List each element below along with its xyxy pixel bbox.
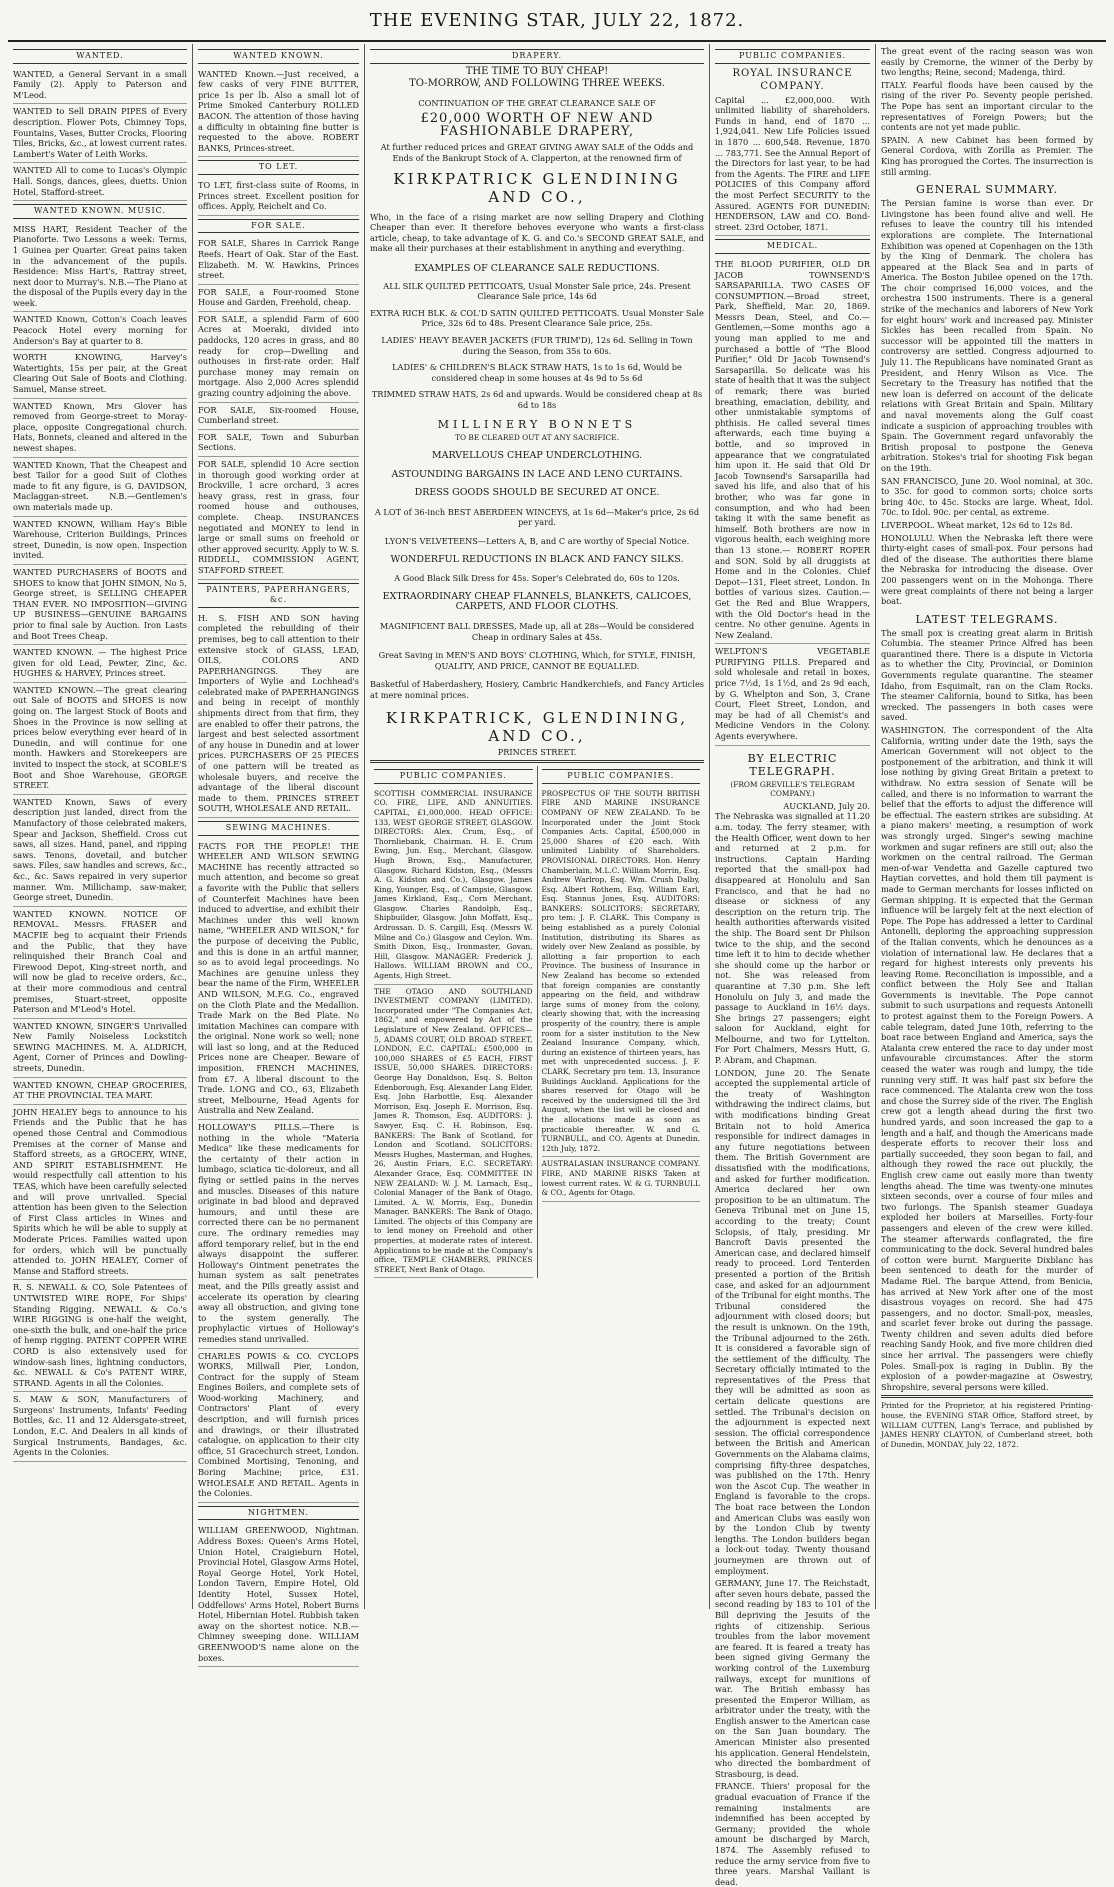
classified-ad [198, 457, 359, 580]
classified-ad [198, 403, 359, 430]
ad-text: FACTS FOR THE PEOPLE! THE WHEELER AND WILSON SEWING MACHINE has recently attracted so much attention, and become so great a favorite with the Public that sellers of Counterfeit Machines have been induced to advertise, and exhibit their Machines under this well known name, "WHEELER AND WILSON," for the purpose of deceiving the Public, and this is done in an artful manner, so as to avoid legal proceedings. No Machines are genuine unless they bear the name of the Firm, WHEELER AND WILSON, M.F.G. Co., engraved on the Cloth Plate and the Medallion. Trade Mark on the Bed Plate. No imitation Machines can compare with the original. None work so well; none will last so long, and at the Reduced Prices none are Cheaper. Beware of imposition. FRENCH MACHINES, from £7. A liberal discount to the Trade. LONG and CO., 63, Elizabeth street, Melbourne, Head Agents for Australia and New Zealand. [198, 840, 359, 1116]
drapery-line: THE TIME TO BUY CHEAP! [465, 65, 609, 77]
classified-ad [198, 285, 359, 312]
news-paragraph: ITALY. Fearful floods have been caused by the rising of the river Po. Seventy people perished. The Pope has sent an important circular to the representatives of Foreign Powers; but the contents are not yet made public. [881, 79, 1093, 133]
classified-ad [13, 1105, 187, 1281]
company-ad [715, 93, 870, 237]
classified-ad [13, 645, 187, 683]
ad-text: R. S. NEWALL & CO, Sole Patentees of UNTWISTED WIRE ROPE, For Ships' Standing Rigging. NEWALL & Co.'s WIRE RIGGING is one-half the weight, one-sixth the bulk, and one-half the price of hemp rigging. PATENT COPPER WIRE CORD is also extensively used for window-sash lines, lightning conductors, &c. NEWALL & Co's PATENT WIRE, STRAND. Agents in all the Colonies. [13, 1282, 187, 1388]
news-paragraph: FRANCE. Thiers' proposal for the gradual evacuation of France if the remaining instalments are indemnified has been accepted by Germany; provided the whole amount be discharged by March, 1874. The Assembly refused to reduce the army service from five to three years. Marshal Vaillant is dead. [715, 1781, 870, 1887]
ad-text: WANTED KNOWN, CHEAP GROCERIES, AT THE PROVINCIAL TEA MART. [13, 1079, 187, 1101]
section-heading-public-companies: PUBLIC COMPANIES. [542, 769, 701, 784]
ad-text: WANTED KNOWN.—The great clearing out Sale of BOOTS and SHOES is now going on. The largest Stock of Boots and Shoes in the Province is now selling at prices below everything ever heard of in Dunedin, and will continue for one month. Hawkers and Storekeepers are invited to inspect the stock, at SCOBLE'S Boot and Shoe Warehouse, GEORGE STREET. [13, 684, 187, 791]
classified-ad [198, 1120, 359, 1348]
news-paragraph: LIVERPOOL. Wheat market, 12s 6d to 12s 8d. [881, 519, 1073, 530]
classified-ad [198, 1349, 359, 1503]
ad-text: H. S. FISH AND SON having completed the rebuilding of their premises, beg to call attention to their extensive stock of GLASS, LEAD, OILS, COLORS AND PAPERHANGINGS. They are Importers of Wylie and Lochhead's celebrated make of PAPERHANGINGS and being in receipt of monthly shipments direct from that firm, they are enabled to offer their patrons, the largest and best selected assortment of any house in Dunedin and at lower prices. PURCHASERS OF 25 PIECES of one pattern will be treated as wholesale buyers, and receive the advantage of the liberal discount made to them. PRINCES STREET SOUTH, WHOLESALE AND RETAIL. [198, 612, 359, 814]
classified-ad [13, 1280, 187, 1392]
divider [370, 760, 704, 763]
section-heading-wanted-known: WANTED KNOWN. [198, 49, 359, 64]
section-heading-sewing: SEWING MACHINES. [198, 821, 359, 836]
classified-ad [13, 683, 187, 795]
column-news [876, 44, 1098, 1609]
sale-line: Great Saving in MEN'S AND BOYS' CLOTHING, Which, for STYLE, FINISH, QUALITY, AND PRICE, CANNOT BE EQUALLED. [378, 650, 696, 671]
firm-name: KIRKPATRICK GLENDINING AND CO., [393, 169, 681, 206]
sale-item: ALL SILK QUILTED PETTICOATS, Usual Monster Sale price, 24s. Present Clearance Sale price, 14s 6d [383, 280, 691, 302]
ad-text: FOR SALE, Shares in Carrick Range Reefs. Heart of Oak. Star of the East. Elizabeth. M. W. Hawkins, Princes street. [198, 238, 359, 281]
section-heading-medical: MEDICAL. [715, 239, 870, 254]
classified-ad [13, 399, 187, 458]
company-ad [374, 787, 533, 985]
news-paragraph: LONDON, June 20. The Senate accepted the supplemental article of the treaty of Washington withdrawing the indirect claims, but with modifications binding Great Britain not to hold America responsible for indirect damages in any future negotiations between them. The British Government are dissatisfied with the modifications, and asked for further modification. America declared her own proposition to be an ultimatum. The Geneva Tribunal met on June 15, according to the treaty; Count Sclopsis, of Italy, presiding. Mr Bancroft Davis presented the American case, and declared himself ready to proceed. Lord Tenterden presented a portion of the British case, and asked for an adjournment of the Tribunal for eight months. The Tribunal considered the adjournment with closed doors; but the result is unknown. On the 19th, the Tribunal adjourned to the 26th. It is considered a favorable sign of the settlement of the difficulty. The Secretary officially intimated to the representatives of the Press that they will be admitted as soon as certain delicate questions are settled. The Tribunal's decision on the adjournment is expected next session. The official correspondence between the British and American Governments on the Alabama claims, comprising fifty-three despatches, was published on the 17th. Henry won the Ascot Cup. The weather in England is favorable to the crops. The boat race between the London and American Clubs was easily won by the London Club by twenty lengths. The London builders began a lock-out today. Twenty thousand journeymen are thrown out of employment. [715, 1067, 870, 1576]
company-ad [374, 985, 533, 1279]
sale-line: ASTOUNDING BARGAINS IN LACE AND LENO CURTAINS. [391, 468, 683, 480]
classified-ad [13, 907, 187, 1019]
ad-text: WANTED All to come to Lucas's Olympic Hall. Songs, dances, glees, duetts. Union Hotel, Stafford-street. [13, 165, 187, 197]
company-ad [542, 787, 701, 1158]
latest-telegrams-heading: LATEST TELEGRAMS. [915, 612, 1059, 626]
news-paragraph: HONOLULU. When the Nebraska left there were thirty-eight cases of small-pox. Four persons had died of the disease. The authorities there blame the Nebraska for introducing the disease. Over 200 passengers went on in the Mohonga. There were great complaints of there not being a larger boat. [881, 532, 1093, 607]
ad-text: FOR SALE, Town and Suburban Sections. [198, 431, 359, 453]
millinery-sub: TO BE CLEARED OUT AT ANY SACRIFICE. [455, 433, 619, 443]
ad-text: WANTED KNOWN, William Hay's Bible Warehouse, Criterion Buildings, Princes street, Dunedin, is now open. Inspection invited. [13, 518, 187, 561]
masthead-title: THE EVENING STAR, JULY 22, 1872. [369, 9, 745, 31]
classified-ad [13, 222, 187, 313]
sale-line: MARVELLOUS CHEAP UNDERCLOTHING. [431, 450, 643, 462]
ad-text: S. MAW & SON, Manufacturers of Surgeons' Instruments, Infants' Feeding Bottles, &c. 11 and 12 Aldersgate-street, London, E.C. And Dealers in all kinds of Surgical Instruments, Bandages, &c. Agents in the Colonies. [13, 1394, 187, 1458]
news-paragraph: WASHINGTON. The correspondent of the Alta California, writing under date the 19th, says the American Government will not object to the postponement of the arbitration, and think it will lose nothing by giving Great Britain a pretext to withdraw. No extra session of Senate will be called, and there is no information to warrant the belief that the efforts to adjust the difference will be effectual. The eastern strikes are subsiding. At a piano makers' meeting, a resumption of work was strongly urged. Singer's sewing machine workmen and sugar refiners are still out; also the workmen on the central railroad. The German men-of-war Vendetta and Gazelle captured two Haytian corvettes, and hold them till payment is made to German merchants for losses inflicted on German shipping. It is expected that the German influence will be largely felt at the next election of Pope. The Pope has addressed a letter to Cardinal Antonelli, deploring the approaching suppression of the Italian convents, which he denounces as a violation of international law. He declares that a regard for highest interests only prevents his leaving Rome. Reconciliation is impossible, and a conflict between the Holy See and Italian Governments is inevitable. The Pope cannot submit to such usurpations and requests Antonelli to protest against them to the Foreign Powers. A cable telegram, dated June 10th, referring to the boat race between England and America, says the Atalanta crew entered the race to day under most unfavourable circumstances. After the storm ceased the water was rough and lumpy, the tide running very stiff. It was half past six before the race commenced. The Atalanta crew won the toss and chose the Surrey side of the river. The English crew got a length ahead during the first two hundred yards, and soon increased the gap to a length and a half, and though the Americans made desperate efforts to recover their loss and partially succeeded, they soon began to fail, and although they rowed the race out pluckily, the English crew came out easily more than twenty lengths ahead. The time was twenty-one minutes sixteen seconds, over a course of four miles and two furlongs. The Spanish steamer Guadaya exploded her boilers at Marseilles. Forty-four passengers and eleven of the crew were killed. The steamer afterwards conflagrated, the fire communicating to the dock. Several hundred bales of cotton were burnt. Marguerite Dixblanc has been sentenced to death for the murder of Madame Riel. The barque Attend, from Benicia, has arrived at New York after one of the most disastrous voyages on record. She had 475 passengers, and no doctor. Small-pox, measles, and scarlet fever broke out during the passage. Twenty children and seven adults died before reaching Sandy Hook, and five more children died since her arrival. The passengers were chiefly Poles. Small-pox is raging in Dublin. By the explosion of a powder-magazine at Oswestry, Shropshire, several persons were killed. [881, 725, 1093, 1392]
ad-text: WANTED Known, That the Cheapest and best Tailor for a good Suit of Clothes made to fit any figure, is G. DAVIDSON, Maclaggan-street. N.B.—Gentlemen's own materials made up. [13, 459, 187, 512]
ad-text: JOHN HEALEY begs to announce to his Friends and the Public that he has opened those Central and Commodious Premises at the corner of Manse and Stafford streets, as a GROCERY, WINE, AND SPIRIT ESTABLISHMENT. He would respectfully call attention to his TEAS, which have been carefully selected and will prove unrivalled. Special attention has been given to the Selection of First Class articles in Wines and Spirits which he will be able to supply at Moderate Prices. Families waited upon for orders, which will be punctually attended to. JOHN HEALEY, Corner of Manse and Stafford streets. [13, 1106, 187, 1276]
ad-text: TO LET, first-class suite of Rooms, in Princes street. Excellent position for offices. Apply, Reichelt and Co. [198, 179, 359, 212]
classified-ad [13, 1019, 187, 1078]
section-heading-drapery: DRAPERY. [370, 49, 704, 64]
ad-text: THE BLOOD PURIFIER, OLD DR JACOB TOWNSEND'S SARSAPARILLA. TWO CASES OF CONSUMPTION.—Broad street, Park, Sheffield, Mar. 20, 1869. Messrs Dean, Steel, and Co.— Gentlemen,—Some months ago a young man applied to me and purchased a bottle of "The Blood Purifier," Old Dr Jacob Townsend's Sarsaparilla. So delicate was his state of health that it was the subject of remark; there was buried breathing, emaciation, debility, and other unmistakable symptoms of phthisis. He called several times afterwards, each time buying a bottle, and so improved in appearance that we congratulated him upon it. He said that Old Dr Jacob Townsend's Sarsaparilla had saved his life, and also that of his brother, who was far gone in consumption, and who had been taking it with the same benefit as himself. Both brothers are now in vigorous health, each weighing more than 13 stone.— ROBERT ROPER and SON. Sold by all druggists at Home and in the Colonies. Chief Depot—131, Fleet street, London. In bottles of various sizes. Caution.—Get the Red and Blue Wrappers, with the Old Doctor's head in the centre. No other genuine. Agents in New Zealand. [715, 258, 870, 640]
public-companies-right [538, 766, 705, 1278]
section-heading-to-let: TO LET. [198, 160, 359, 175]
sale-line: A Good Black Silk Dress for 45s. Soper's Celebrated do, 60s to 120s. [394, 573, 680, 584]
ad-text: WORTH KNOWING, Harvey's Watertights, 15s per pair, at the Great Clearing Out Sale of Boots and Clothing. Samuel, Manse street. [13, 352, 187, 395]
section-heading-for-sale: FOR SALE. [198, 219, 359, 234]
column-drapery [365, 44, 710, 1609]
ad-text: FOR SALE, Six-roomed House, Cumberland street. [198, 404, 359, 426]
news-paragraph: The small pox is creating great alarm in British Columbia. The steamer Prince Alfred has been quarantined there. There is a dispute in Victoria as to whether the City, Provincial, or Dominion Governments regulate quarantine. The steamer Idaho, from Esquimalt, ran on the Clam Rocks. The steamer California, bound to Sitka, has been wrecked. The passengers in both cases were saved. [881, 627, 1093, 723]
section-heading-public-companies: PUBLIC COMPANIES. [374, 769, 533, 784]
drapery-line: At further reduced prices and GREAT GIVING AWAY SALE of the Odds and Ends of the Bankrupt Stock of A. Clapperton, at the renowned firm of [380, 142, 694, 163]
sale-item: LADIES' & CHILDREN'S BLACK STRAW HATS, 1s to 1s 6d, Would be considered cheap in some houses at 4s 9d to 5s 6d [392, 362, 682, 383]
sale-line: MAGNIFICENT BALL DRESSES, Made up, all at 28s—Would be considered Cheap in ordinary Sales at 45s. [379, 621, 695, 642]
classified-ad [198, 312, 359, 403]
ad-text: WANTED PURCHASERS of BOOTS and SHOES to know that JOHN SIMON, No 5, George street, is SELLING CHEAPER THAN EVER. NO IMPOSITION—GIVING UP BUSINESS—GENUINE BARGAINS prior to final sale by Auction. Iron Lasts and Boot Trees Cheap. [13, 566, 187, 641]
dateline: AUCKLAND, July 20. [783, 800, 870, 811]
ad-text: FOR SALE, a splendid Farm of 600 Acres at Moeraki, divided into paddocks, 120 acres in grass, and 80 ready for crop—Dwelling and outhouses in first-rate order. Half purchase money may remain on mortgage. Also 2,000 Acres splendid grazing country adjoining the above. [198, 313, 359, 399]
section-heading-nightmen: NIGHTMEN. [198, 1506, 359, 1521]
ad-text: WANTED KNOWN. NOTICE OF REMOVAL. Messrs. FRASER and MACFIE beg to acquaint their Friends and the Public, that they have relinquished their Branch Coal and Firewood Depot, King-street north, and will now be glad to receive orders, &c., at their more commodious and central premises, Stuart-street, opposite Paterson and M'Leod's Hotel. [13, 908, 187, 1015]
classified-ad [13, 565, 187, 645]
section-heading-music: WANTED KNOWN. MUSIC. [13, 204, 187, 219]
news-paragraph: The Nebraska was signalled at 11.20 a.m. today. The ferry steamer, with the Health Officer, went down to her and returned at 2 p.m. for instructions. Captain Harding reported that the small-pox had disappeared at Honolulu and San Francisco, and that he had no disease or sickness of any description on the return trip. The health authorities afterwards visited the ship. The Board sent Dr Philson twice to the ship, and the second time left it to him to decide whether she should come up the harbor or not. She was released from quarantine at 7.30 p.m. She left Honolulu on July 3, and made the passage to Auckland in 16½ days. She brings 27 passengers; eight saloon for Auckland, eight for Melbourne, and two for Lyttelton. For Port Chalmers, Messrs Hutt, G. P. Abram, and Chapman. [715, 811, 870, 1066]
ad-text: WANTED KNOWN, SINGER'S Unrivalled New Family Noiseless Lockstitch SEWING MACHINES. M. A. ALDRICH, Agent, Corner of Princes and Dowling-streets, Dunedin. [13, 1020, 187, 1074]
classified-ad [198, 430, 359, 457]
classified-ad [13, 1078, 187, 1105]
ad-text: HOLLOWAY'S PILLS.—There is nothing in the whole "Materia Medica" like these medicaments for the certainty of their action in lumbago, sciatica tic-doloreux, and all flying or settled pains in the nerves and muscles. Diseases of this nature originate in bad blood and depraved humours, and until these are corrected there can be no permanent cure. The ordinary remedies may afford temporary relief, but in the end always disappoint the sufferer. Holloway's Ointment penetrates the human system as salt penetrates meat, and the Pills greatly assist and accelerate its operation by clearing away all obstruction, and giving tone to the system generally. The prophylactic virtues of Holloway's remedies stand unrivalled. [198, 1122, 359, 1344]
ad-text: WANTED Known, Mrs Glover has removed from George-street to Moray-place, opposite Congregational church. Hats, Bonnets, cleaned and altered in the newest shapes. [13, 400, 187, 453]
sale-line: A LOT of 36-inch BEST ABERDEEN WINCEYS, at 1s 6d—Maker's price, 2s 6d per yard. [374, 506, 700, 528]
telegraph-source: (FROM GREVILLE'S TELEGRAM COMPANY.) [730, 779, 855, 799]
newspaper-columns [8, 44, 1106, 1887]
classified-ad [198, 236, 359, 284]
section-heading-wanted: WANTED. [13, 49, 187, 64]
firm-address: PRINCES STREET. [497, 746, 577, 757]
classified-ad [198, 178, 359, 216]
sale-line: WONDERFUL REDUCTIONS IN BLACK AND FANCY SILKS. [390, 553, 684, 565]
column-wanted [8, 44, 193, 1609]
royal-heading: ROYAL INSURANCE COMPANY. [732, 67, 853, 92]
company-ad [542, 1157, 701, 1201]
ad-text: WILLIAM GREENWOOD, Nightman. Address Boxes: Queen's Arms Hotel, Union Hotel, Craigieburn Hotel, Provincial Hotel, Glasgow Arms Hotel, Royal George Hotel, York Hotel, London Tavern, Empire Hotel, Old Identity Hotel, Sussex Hotel, Oddfellows' Arms Hotel, Robert Burns Hotel, Hibernian Hotel. Rubbish taken away on the shortest notice. N.B.—Chimney sweeping done. WILLIAM GREENWOOD'S name alone on the boxes. [198, 1525, 359, 1663]
ad-text: WANTED, a General Servant in a small Family (2). Apply to Paterson and M'Leod. [13, 68, 187, 100]
section-heading-public-companies: PUBLIC COMPANIES. [715, 49, 870, 64]
ad-text: MISS HART, Resident Teacher of the Pianoforte. Two Lessons a week: Terms, 1 Guinea per Quarter. Great pains taken in the advancement of the pupils. Residence: Miss Hart's, Rattray street, next door to Murray's. N.B.—The Piano at the disposal of the Pupils every day in the week. [13, 223, 187, 308]
drapery-line: TO-MORROW, AND FOLLOWING THREE WEEKS. [409, 78, 665, 90]
firm-name-footer: KIRKPATRICK, GLENDINING, AND CO., [385, 708, 689, 745]
sale-line: DRESS GOODS SHOULD BE SECURED AT ONCE. [414, 487, 660, 499]
ad-text: WANTED Known, Saws of every description just landed, direct from the Manufactory of those celebrated makers, Spear and Jackson, Sheffield. Cross cut saws, all sizes. Hand, panel, and ripping saws. Tenons, dovetail, and butcher saws. Files, saw handles and screws, &c., &c., &c. Saws repaired in very superior manner. Wm. Millichamp, saw-maker, George street, Dunedin. [13, 796, 187, 903]
ad-text: THE OTAGO AND SOUTHLAND INVESTMENT COMPANY (LIMITED). Incorporated under "The Companies Act, 1862," and empowered by Act of the Legislature of New Zealand. OFFICES—5, ADAMS COURT, OLD BROAD STREET, LONDON, E.C. CAPITAL: £500,000 in 100,000 SHARES of £5 EACH, FIRST ISSUE, 50,000 SHARES. DIRECTORS: George Hay Donaldson, Esq. S. Bolton Edenborough, Esq. Alexander Lang Elder, Esq. John Harbottle, Esq. Alexander Morrison, Esq. Joseph E. Morrison, Esq. James R. Thomson, Esq. AUDITORS: J. Sawyer, Esq. C. H. Robinson, Esq. BANKERS: The Bank of Scotland, for London and Scotland. SOLICITORS: Messrs Hughes, Masterman, and Hughes, 26, Austin Friars, E.C. SECRETARY: Alexander Grace, Esq. COMMITTEE IN NEW ZEALAND: W. J. M. Larnach, Esq., Colonial Manager of the Bank of Otago, Limited. A. W. Morris, Esq., Dunedin Manager. BANKERS: The Bank of Otago, Limited. The objects of this Company are to lend money on Freehold and other properties, at moderate rates of interest. Applications to be made at the Company's office, TEMPLE CHAMBERS, PRINCES STREET, Next Bank of Otago. [374, 986, 533, 1274]
ad-text: AUSTRALASIAN INSURANCE COMPANY. FIRE, AND MARINE RISKS Taken at lowest current rates. W. & G. TURNBULL & CO., Agents for Otago. [541, 1159, 700, 1198]
classified-ad [198, 1523, 359, 1667]
classified-ad [198, 611, 359, 818]
medical-ad [715, 644, 870, 745]
section-heading-painters: PAINTERS, PAPERHANGERS, &c. [198, 583, 359, 608]
general-summary-heading: GENERAL SUMMARY. [915, 183, 1059, 197]
news-paragraph: SAN FRANCISCO, June 20. Wool nominal, at 30c. to 35c. for good to common sorts; choice sorts bring 40c. to 45c. Stocks are large. Wheat, Idol. 70c. to Idol. 90c. per cental, as extreme. [881, 475, 1093, 518]
sale-line: Basketful of Haberdashery, Hosiery, Cambric Handkerchiefs, and Fancy Articles at mere nominal prices. [370, 679, 704, 700]
sale-item: TRIMMED STRAW HATS, 2s 6d and upwards. Would be considered cheap at 8s 6d to 18s [371, 389, 703, 410]
news-paragraph: The great event of the racing season was won easily by Cremorne, the winner of the Derby by two lengths; Reine, second; Madenga, third. [881, 46, 1093, 78]
sale-item: EXTRA RICH BLK. & COL'D SATIN QUILTED PETTICOATS. Usual Monster Sale Price, 32s 6d to 48s. Present Clearance Sale price, 25s. [370, 307, 704, 329]
telegraph-heading: BY ELECTRIC TELEGRAPH. [747, 751, 838, 778]
ad-text: WANTED KNOWN. — The highest Price given for old Lead, Pewter, Zinc, &c. HUGHES & HARVEY, Princes street. [13, 647, 187, 679]
column-misc [193, 44, 365, 1663]
sale-item: LADIES' HEAVY BEAVER JACKETS (FUR TRIM'D), 12s 6d. Selling in Town during the Season, from 35s to 60s. [381, 334, 693, 356]
ad-text: WANTED Known, Cotton's Coach leaves Peacock Hotel every morning for Anderson's Bay at quarter to 8. [13, 314, 187, 346]
ad-text: CHARLES POWIS & CO. CYCLOPS WORKS, Millwall Pier, London, Contract for the supply of Steam Engines Boilers, and complete sets of Wood-working Machinery, and Contractors' Plant of every description, and will furnish prices and drawings, or their illustrated catalogue, on application to their city office, 51 Gracechurch street, London. Combined Mortising, Tenoning, and Boring Machine; price, £31. WHOLESALE AND RETAIL. Agents in the Colonies. [198, 1350, 359, 1499]
divider [881, 1395, 1093, 1398]
public-companies-subcolumns [370, 766, 704, 1278]
masthead [8, 0, 1106, 42]
classified-ad [198, 67, 359, 158]
medical-ad [715, 257, 870, 644]
classified-ad [13, 1392, 187, 1462]
imprint: Printed for the Proprietor, at his registered Printing-house, the EVENING STAR Office, Stafford street, by WILLIAM CUTTEN, Lang's Terrace, and published by JAMES HENRY CLAYTON, of Cumberland street, both of Dunedin, MONDAY, July 22, 1872. [881, 1401, 1093, 1449]
classified-ad [13, 458, 187, 517]
public-companies-left [370, 766, 538, 1278]
sale-line: LYON'S VELVETEENS—Letters A, B, and C are worthy of Special Notice. [384, 536, 690, 547]
sale-line: EXTRAORDINARY CHEAP FLANNELS, BLANKETS, CALICOES, CARPETS, AND FLOOR CLOTHS. [382, 590, 692, 613]
news-paragraph: GERMANY, June 17. The Reichstadt, after seven hours debate, passed the second reading by 183 to 101 of the Bill depriving the Jesuits of the rights of citizenship. Serious troubles from the labor movement are feared. It is feared a treaty has been signed giving Germany the working control of the Luxemburg railways, except for munitions of war. The British embassy has presented the Emperor William, as arbitrator under the treaty, with the English answer to the American case on the San Juan boundary. The American Minister also presented his application. General Hendelstein, who directed the bombardment of Strasbourg, is dead. [715, 1578, 870, 1779]
drapery-paragraph: Who, in the face of a rising market are now selling Drapery and Clothing Cheaper than ever. It therefore behoves everyone who wants a first-class article, cheap, to take advantage of K. G. and Co.'s SECOND GREAT SALE, and make all their purchases at their establishment in anything and everything. [370, 211, 704, 254]
classified-ad [13, 67, 187, 105]
classified-ad [13, 163, 187, 201]
ad-text: WANTED to Sell DRAIN PIPES of Every description. Flower Pots, Chimney Tops, Fountains, Vases, Butter Crocks, Flooring Tiles, Bricks, &c., at lowest current rates. Lambert's Water of Leith Works. [13, 106, 187, 159]
ad-text: SCOTTISH COMMERCIAL INSURANCE CO. FIRE, LIFE, AND ANNUITIES. CAPITAL, £1,000,000. HEAD OFFICE: 133, WEST GEORGE STREET, GLASGOW. DIRECTORS: Alex. Crum, Esq., of Thornliebank, Chairman. H. E. Crum Ewing, Jun. Esq., Merchant, Glasgow. Hugh Brown, Esq., Manufacturer, Glasgow. Richard Kidston, Esq., (Messrs A. G. Kidston and Co.), Glasgow. James King, Younger, Esq., of Campsie, Glasgow. James Kirkland, Esq., Corn Merchant, Glasgow. Charles Randolph, Esq., Shipbuilder, Glasgow. John Moffatt, Esq., Ardrossan. D. S. Cargill, Esq. (Messrs W. Milne and Co.) Glasgow and Ceylon. Wm. Smith Dixon, Esq., Ironmaster, Govan, Hill, Glasgow. MANAGER: Frederick J. Hallows. WILLIAM BROWN and CO., Agents, High Street. [374, 788, 533, 981]
ad-text: FOR SALE, splendid 10 Acre section in thorough good working order at Brockville, 1 acre orchard, 3 acres heavy grass, rest in grass, four roomed house and outhouses, complete. Cheap. INSURANCES negotiated and MONEY to lend in large or small sums on freehold or other approved security. Apply to W. S. RIDDELL, COMMISSION AGENT, STAFFORD STREET. [198, 459, 360, 575]
classified-ad [13, 795, 187, 907]
classified-ad [13, 350, 187, 398]
drapery-headline: £20,000 WORTH OF NEW AND FASHIONABLE DRAPERY, [420, 111, 654, 140]
ad-text: FOR SALE, a Four-roomed Stone House and Garden, Freehold, cheap. [198, 286, 359, 308]
news-paragraph: SPAIN. A new Cabinet has been formed by General Cordova, with Zorilla as Premier. The King has prorogued the Cortes. The insurrection is still arming. [881, 134, 1093, 177]
ad-text: WANTED Known.—Just received, a few casks of very FINE BUTTER, price 1s per lb. Also a small lot of Prime Smoked Canterbury ROLLED BACON. The attention of those having a difficulty in obtaining fine butter is requested to the above. ROBERT BANKS, Princes-street. [198, 68, 359, 153]
ad-text: PROSPECTUS OF THE SOUTH BRITISH FIRE AND MARINE INSURANCE COMPANY OF NEW ZEALAND. To be Incorporated under the Joint Stock Companies Acts. Capital, £500,000 in 25,000 Shares of £20 each. With unlimited Liability of Shareholders. PROVISIONAL DIRECTORS. Hon. Henry Chamberlain, M.L.C. William Morrin, Esq. Andrew Warlrop, Esq. Wm. Crush Dalby, Esq. Albert Rothem, Esq. William Earl, Esq. Stannus Jones, Esq. AUDITORS: BANKERS: SOLICITORS: SECRETARY, pro tem: J. F. CLARK. This Company is being established as a purely Colonial Institution, distributing its Shares as widely over New Zealand as possible, by allotting a fair proportion to each Province. The business of Insurance in New Zealand has become so extended that foreign companies are constantly appearing on the field, and withdraw large sums of money from the colony, clearly showing that, with the increasing prosperity of the country, there is ample room for a sister institution to the New Zealand Insurance Company, which, during an existence of thirteen years, has met with unprecedented success. J. F. CLARK, Secretary pro tem. 13, Insurance Buildings Auckland. Applications for the shares reserved for Otago will be received by the undersigned till the 3rd August, when the list will be closed and the allocations made as soon as practicable thereafter. W. and G. TURNBULL, and CO. Agents at Dunedin. 12th July, 1872. [541, 788, 700, 1153]
ad-text: Capital ... £2,000,000. With unlimited liability of shareholders. Funds in hand, end of 1870 ... 1,924,041. New Life Policies issued in 1870 ... 600,548. Revenue, 1870 ... 783,771. See the Annual Report of the Directors for last year, to be had from the Agents. The FIRE and LIFE POLICIES of this Company afford the most Perfect SECURITY to the Assured. AGENTS FOR DUNEDIN: HENDERSON, LAW and CO. Bond-street. 23rd October, 1871. [715, 94, 870, 232]
classified-ad [13, 312, 187, 350]
news-paragraph: The Persian famine is worse than ever. Dr Livingstone has been found alive and well. He refuses to leave the country till his intended explorations are complete. The International Exhibition was opened at Copenhagen on the 13th by the King of Denmark. The cholera has appeared at the Black Sea and in parts of America. The Boston Jubilee opened on the 17th. The choir comprised 16,000 voices, and the orchestra 1500 instruments. There is a general strike of the mechanics and laborers of New York for eight hours' work and increased pay. Minister Sickles has been recalled from Spain. No successor will be appointed till the matters in controversy are settled. Congress adjourned to July 11. The Republicans have nominated Grant as President, and Henry Wilson as Vice. The Secretary to the Treasury has notified that the new loan is deferred on account of the delicate relations with Great Britain and Spain. Military and naval movements along the Gulf coast indicate a suspicion of approaching troubles with Spain. The Government regard unfavorably the British proposal to postpone the Geneva arbitration. Stokes's trial for shooting Fisk began on the 19th. [881, 198, 1093, 473]
classified-ad [13, 104, 187, 163]
drapery-line: CONTINUATION OF THE GREAT CLEARANCE SALE OF [418, 97, 656, 108]
millinery-heading: MILLINERY BONNETS [437, 418, 637, 432]
column-public-companies [710, 44, 876, 1887]
classified-ad [198, 839, 359, 1120]
classified-ad [13, 517, 187, 565]
ad-text: WELPTON'S VEGETABLE PURIFYING PILLS. Prepared and sold wholesale and retail in boxes, price 7½d, 1s 1½d, and 2s 9d each, by G. Whelpton and Son, 3, Crane Court, Fleet Street, London, and may be had of all Chemist's and Medicine Vendors in the Colony. Agents everywhere. [715, 646, 870, 742]
examples-heading: EXAMPLES OF CLEARANCE SALE REDUCTIONS. [414, 262, 660, 274]
